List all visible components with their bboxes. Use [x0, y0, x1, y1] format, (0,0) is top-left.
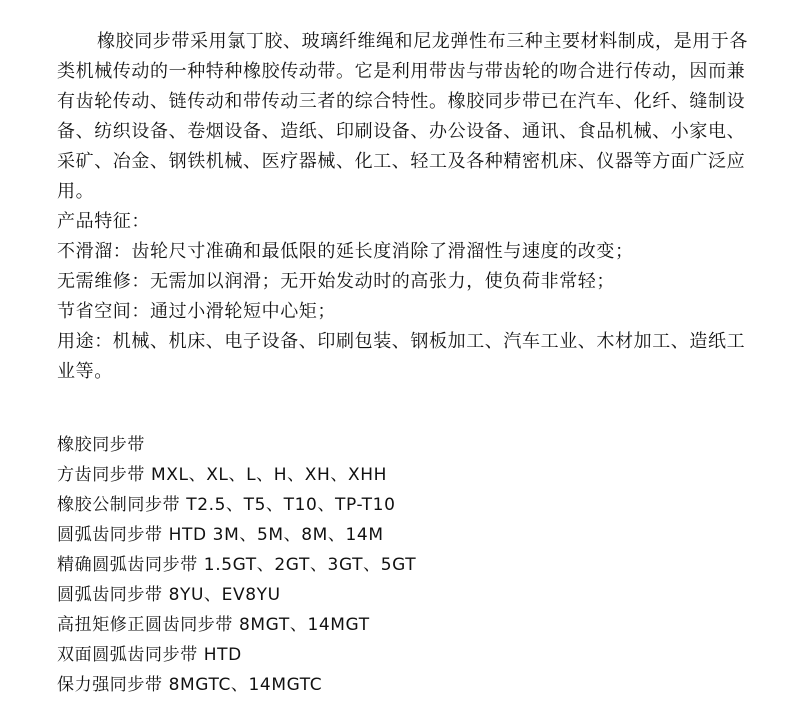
- product-item: 保力强同步带 8MGTC、14MGTC: [57, 675, 323, 695]
- feature-item: 不滑溜：齿轮尺寸准确和最低限的延长度消除了滑溜性与速度的改变；: [57, 241, 634, 262]
- product-item: 双面圆弧齿同步带 HTD: [57, 645, 242, 665]
- products-heading: 橡胶同步带: [57, 435, 145, 455]
- features-heading: 产品特征：: [57, 211, 150, 232]
- product-item: 高扭矩修正圆齿同步带 8MGT、14MGT: [57, 615, 370, 635]
- product-item: 圆弧齿同步带 8YU、EV8YU: [57, 585, 281, 605]
- usage-paragraph: 用途：机械、机床、电子设备、印刷包装、钢板加工、汽车工业、木材加工、造纸工业等。: [57, 331, 746, 382]
- product-item: 圆弧齿同步带 HTD 3M、5M、8M、14M: [57, 525, 384, 545]
- product-item: 橡胶公制同步带 T2.5、T5、T10、TP-T10: [57, 495, 396, 515]
- product-item: 精确圆弧齿同步带 1.5GT、2GT、3GT、5GT: [57, 555, 417, 575]
- feature-item: 无需维修：无需加以润滑；无开始发动时的高张力，使负荷非常轻；: [57, 271, 615, 292]
- product-item: 方齿同步带 MXL、XL、L、H、XH、XHH: [57, 465, 388, 485]
- document-body: [57, 27, 757, 700]
- spacer: [57, 387, 757, 417]
- feature-item: 节省空间：通过小滑轮短中心矩；: [57, 301, 336, 322]
- intro-paragraph: 橡胶同步带采用氯丁胶、玻璃纤维绳和尼龙弹性布三种主要材料制成，是用于各类机械传动的一种特种橡胶传动带。它是利用带齿与带齿轮的吻合进行传动，因而兼有齿轮传动、链传动和带传动三者的综合特性。橡胶同步带已在汽车、化纤、缝制设备、纺织设备、卷烟设备、造纸、印刷设备、办公设备、通讯、食品机械、小家电、采矿、冶金、钢铁机械、医疗器械、化工、轻工及各种精密机床、仪器等方面广泛应用。: [57, 31, 748, 202]
- product-list: [57, 430, 757, 700]
